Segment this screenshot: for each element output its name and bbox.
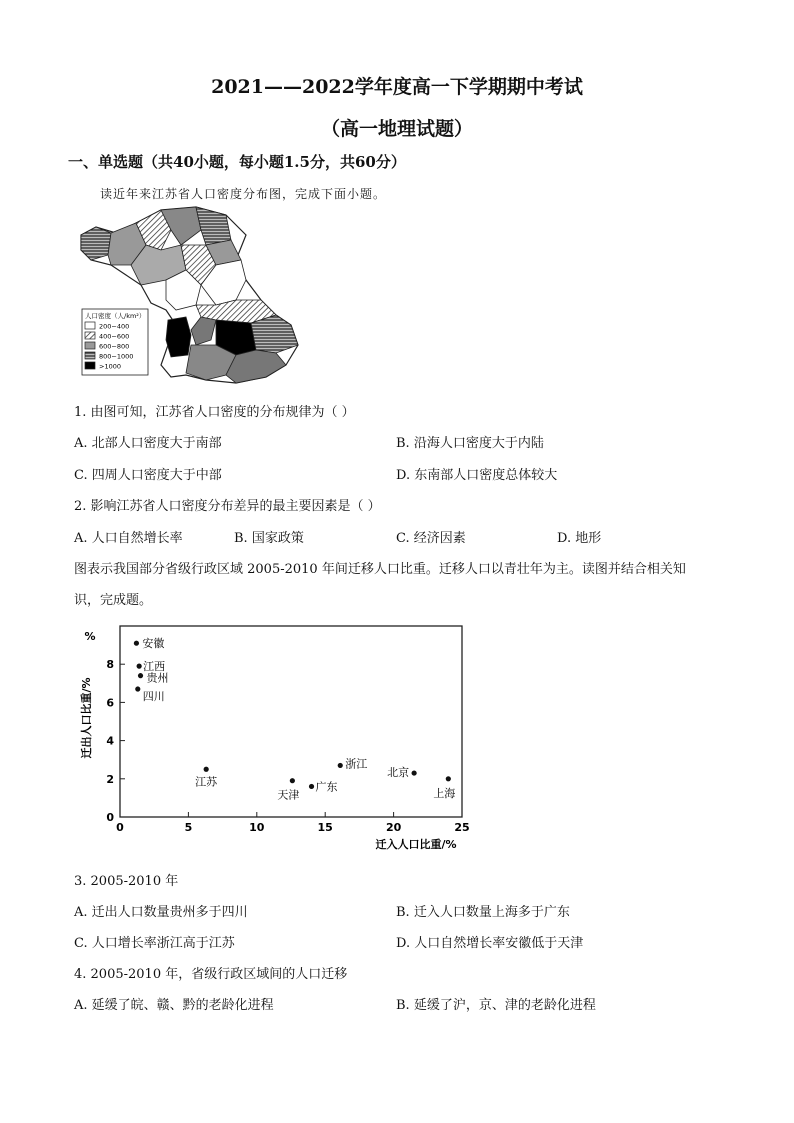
point-label: 贵州: [146, 671, 169, 685]
section-heading: 一、单选题（共40小题，每小题1.5分，共60分）: [68, 153, 406, 171]
y-tick-label: 6: [106, 696, 114, 710]
y-unit-label: %: [84, 630, 96, 643]
legend-item: 400~600: [99, 332, 130, 341]
legend-title: 人口密度（人/km²）: [85, 312, 146, 320]
data-point: [338, 763, 343, 768]
q4-option-b[interactable]: B. 延缓了沪，京、津的老龄化进程: [396, 998, 596, 1013]
legend-item: >1000: [99, 362, 121, 371]
q2-stem: 2. 影响江苏省人口密度分布差异的最主要因素是（ ）: [74, 499, 381, 514]
data-point: [134, 641, 139, 646]
point-label: 浙江: [345, 757, 368, 771]
exam-title: 2021——2022学年度高一下学期期中考试: [211, 76, 583, 98]
point-label: 安徽: [142, 637, 165, 651]
intro2-line2: 识，完成题。: [74, 593, 153, 608]
data-point: [412, 770, 417, 775]
q3-option-b[interactable]: B. 迁入人口数量上海多于广东: [396, 905, 570, 920]
data-point: [204, 767, 209, 772]
x-tick-label: 10: [249, 821, 265, 834]
q3-stem: 3. 2005-2010 年: [74, 874, 179, 889]
data-point: [290, 778, 295, 783]
point-label: 天津: [277, 788, 300, 802]
y-tick-label: 8: [106, 658, 114, 672]
y-tick-label: 2: [106, 772, 114, 786]
point-label: 广东: [315, 780, 338, 794]
data-point: [446, 776, 451, 781]
jiangsu-density-map: [76, 205, 301, 385]
q3-option-a[interactable]: A. 迁出人口数量贵州多于四川: [74, 905, 248, 920]
legend-item: 600~800: [99, 342, 130, 351]
legend-item: 800~1000: [99, 352, 134, 361]
point-label: 上海: [433, 786, 456, 800]
point-label: 北京: [387, 766, 410, 780]
q1-option-b[interactable]: B. 沿海人口密度大于内陆: [396, 436, 544, 451]
q1-option-d[interactable]: D. 东南部人口密度总体较大: [396, 468, 558, 483]
q4-option-a[interactable]: A. 延缓了皖、赣、黔的老龄化进程: [74, 998, 274, 1013]
point-label: 四川: [142, 690, 165, 704]
data-point: [138, 673, 143, 678]
y-tick-label: 4: [106, 734, 114, 748]
q1-stem: 1. 由图可知，江苏省人口密度的分布规律为（ ）: [74, 405, 355, 420]
x-tick-label: 25: [454, 821, 470, 834]
data-point: [309, 784, 314, 789]
y-axis-label: 迁出人口比重/%: [80, 677, 93, 759]
q2-option-d[interactable]: D. 地形: [557, 531, 602, 546]
q1-option-c[interactable]: C. 四周人口密度大于中部: [74, 468, 222, 483]
map-intro: 读近年来江苏省人口密度分布图，完成下面小题。: [100, 187, 387, 201]
intro2-line1: 图表示我国部分省级行政区域 2005-2010 年间迁移人口比重。迁移人口以青壮年为主。读图并结合相关知: [74, 562, 686, 577]
data-point: [137, 664, 142, 669]
x-tick-label: 20: [385, 821, 402, 834]
q1-option-a[interactable]: A. 北部人口密度大于南部: [74, 436, 222, 451]
x-axis-label: 迁入人口比重/%: [375, 838, 457, 851]
x-tick-label: 5: [184, 821, 193, 834]
migration-scatter-chart: [70, 618, 490, 858]
x-tick-label: 15: [317, 821, 333, 834]
data-point: [135, 686, 140, 691]
point-label: 江西: [143, 660, 166, 674]
point-label: 江苏: [195, 775, 218, 789]
q2-option-a[interactable]: A. 人口自然增长率: [74, 531, 183, 546]
q3-option-c[interactable]: C. 人口增长率浙江高于江苏: [74, 936, 235, 951]
q2-option-b[interactable]: B. 国家政策: [234, 531, 304, 546]
q4-stem: 4. 2005-2010 年，省级行政区域间的人口迁移: [74, 967, 348, 982]
exam-subtitle: （高一地理试题）: [320, 118, 473, 140]
x-tick-label: 0: [116, 821, 124, 834]
q2-option-c[interactable]: C. 经济因素: [396, 531, 466, 546]
q3-option-d[interactable]: D. 人口自然增长率安徽低于天津: [396, 936, 584, 951]
y-tick-label: 0: [106, 811, 114, 824]
legend-item: 200~400: [99, 322, 130, 331]
